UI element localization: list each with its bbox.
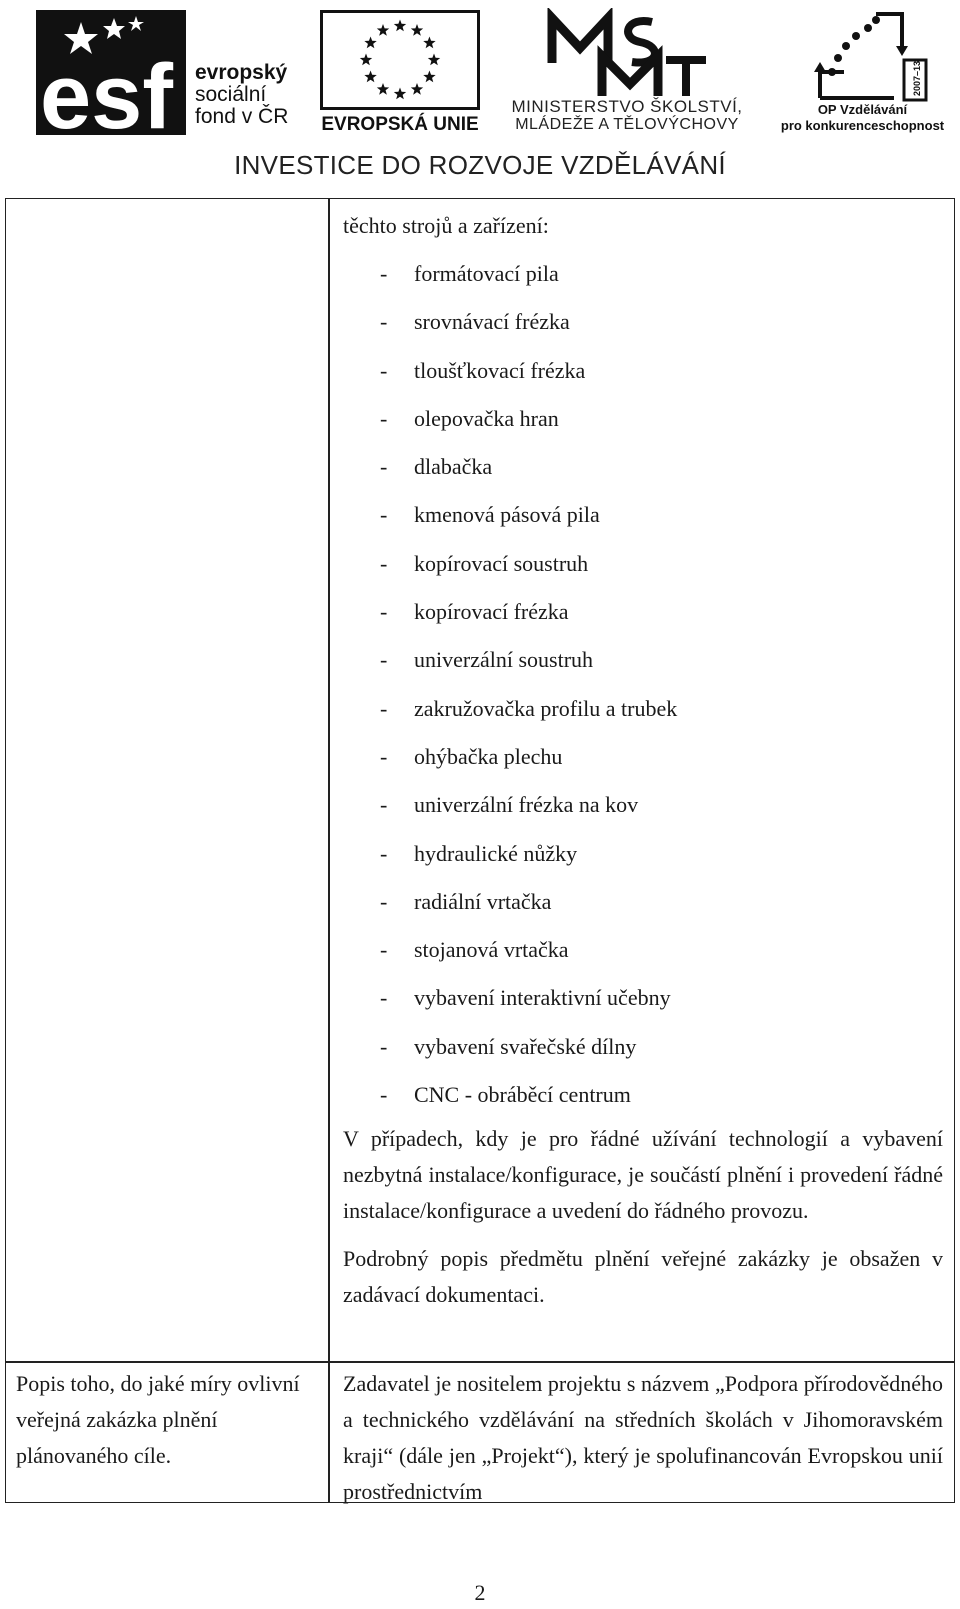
- eu-star-icon: [364, 37, 376, 49]
- machine-list-item: - vybavení interaktivní učebny: [343, 974, 943, 1022]
- esf-line: evropský: [195, 61, 288, 84]
- machine-list-item: - ohýbačka plechu: [343, 733, 943, 781]
- machine-list-item: - tloušťkovací frézka: [343, 347, 943, 395]
- table-row-divider: [5, 1361, 955, 1363]
- eu-star-icon: [394, 20, 406, 32]
- esf-logo: [36, 10, 186, 135]
- machine-list-item: - CNC - obráběcí centrum: [343, 1071, 943, 1119]
- eu-star-icon: [360, 54, 372, 66]
- eu-caption: EVROPSKÁ UNIE: [321, 114, 479, 135]
- esf-logo-text: [195, 62, 288, 128]
- machine-list-item: - dlabačka: [343, 443, 943, 491]
- machine-list-item: - kopírovací frézka: [343, 588, 943, 636]
- msmt-line: MINISTERSTVO ŠKOLSTVÍ,: [511, 97, 743, 116]
- machine-list-item: - kmenová pásová pila: [343, 491, 943, 539]
- svg-text:esf: esf: [40, 46, 173, 135]
- eu-star-icon: [423, 71, 435, 83]
- eu-star-icon: [394, 88, 406, 100]
- op-logo-text: [770, 102, 955, 134]
- machine-list-item: - vybavení svařečské dílny: [343, 1023, 943, 1071]
- eu-stars-icon: [323, 13, 477, 107]
- esf-logo-graphic: [36, 10, 186, 135]
- op-line: OP Vzdělávání: [817, 102, 908, 117]
- eu-star-icon: [411, 83, 423, 95]
- esf-line: fond v ČR: [195, 105, 289, 128]
- machine-list-item: - stojanová vrtačka: [343, 926, 943, 974]
- page-header: [0, 0, 960, 190]
- eu-star-icon: [364, 71, 376, 83]
- page-number: 2: [474, 1580, 486, 1605]
- eu-star-icon: [377, 24, 389, 36]
- op-vzdelavani-logo: [812, 6, 932, 106]
- msmt-line: MLÁDEŽE A TĚLOVÝCHOVY: [515, 116, 739, 133]
- esf-line: sociální: [195, 83, 267, 106]
- machine-list: [343, 250, 943, 1119]
- eu-flag-logo: [320, 10, 480, 110]
- eu-star-icon: [377, 83, 389, 95]
- table-cell-row-text: Zadavatel je nositelem projektu s názvem „Podpora přírodovědného a technického vzdělávání na středních školách v Jihomoravském kraji“ (dále jen „Projekt“), který je spolufinancován Evropskou unií prostřednictvím: [343, 1371, 943, 1504]
- msmt-logo: [540, 8, 710, 98]
- machine-list-item: - srovnávací frézka: [343, 298, 943, 346]
- machine-list-item: - hydraulické nůžky: [343, 830, 943, 878]
- machine-list-item: - formátovací pila: [343, 250, 943, 298]
- header-tagline: INVESTICE DO ROZVOJE VZDĚLÁVÁNÍ: [234, 150, 726, 180]
- table-cell-row-label: Popis toho, do jaké míry ovlivní veřejná zakázka plnění plánovaného cíle.: [16, 1371, 300, 1468]
- eu-star-icon: [411, 24, 423, 36]
- op-line: pro konkurenceschopnost: [780, 118, 945, 133]
- machine-list-item: - univerzální frézka na kov: [343, 781, 943, 829]
- table-cell-description: [343, 202, 943, 1313]
- table-column-divider: [328, 198, 330, 1503]
- machine-list-item: - zakružovačka profilu a trubek: [343, 685, 943, 733]
- machine-list-item: - kopírovací soustruh: [343, 540, 943, 588]
- installation-paragraph: V případech, kdy je pro řádné užívání technologií a vybavení nezbytná instalace/konfigurace, je součástí plnění i provedení řádné instalace/konfigurace a uvedení do řádného provozu.: [343, 1126, 943, 1224]
- eu-star-icon: [428, 54, 440, 66]
- machine-list-item: - univerzální soustruh: [343, 636, 943, 684]
- machine-list-item: - olepovačka hran: [343, 395, 943, 443]
- op-years-label: 2007–13: [912, 60, 922, 96]
- eu-star-icon: [423, 37, 435, 49]
- machine-list-item: - radiální vrtačka: [343, 878, 943, 926]
- msmt-logo-text: [488, 98, 766, 134]
- documentation-paragraph: Podrobný popis předmětu plnění veřejné zakázky je obsažen v zadávací dokumentaci.: [343, 1246, 943, 1308]
- machines-intro: těchto strojů a zařízení:: [343, 213, 549, 238]
